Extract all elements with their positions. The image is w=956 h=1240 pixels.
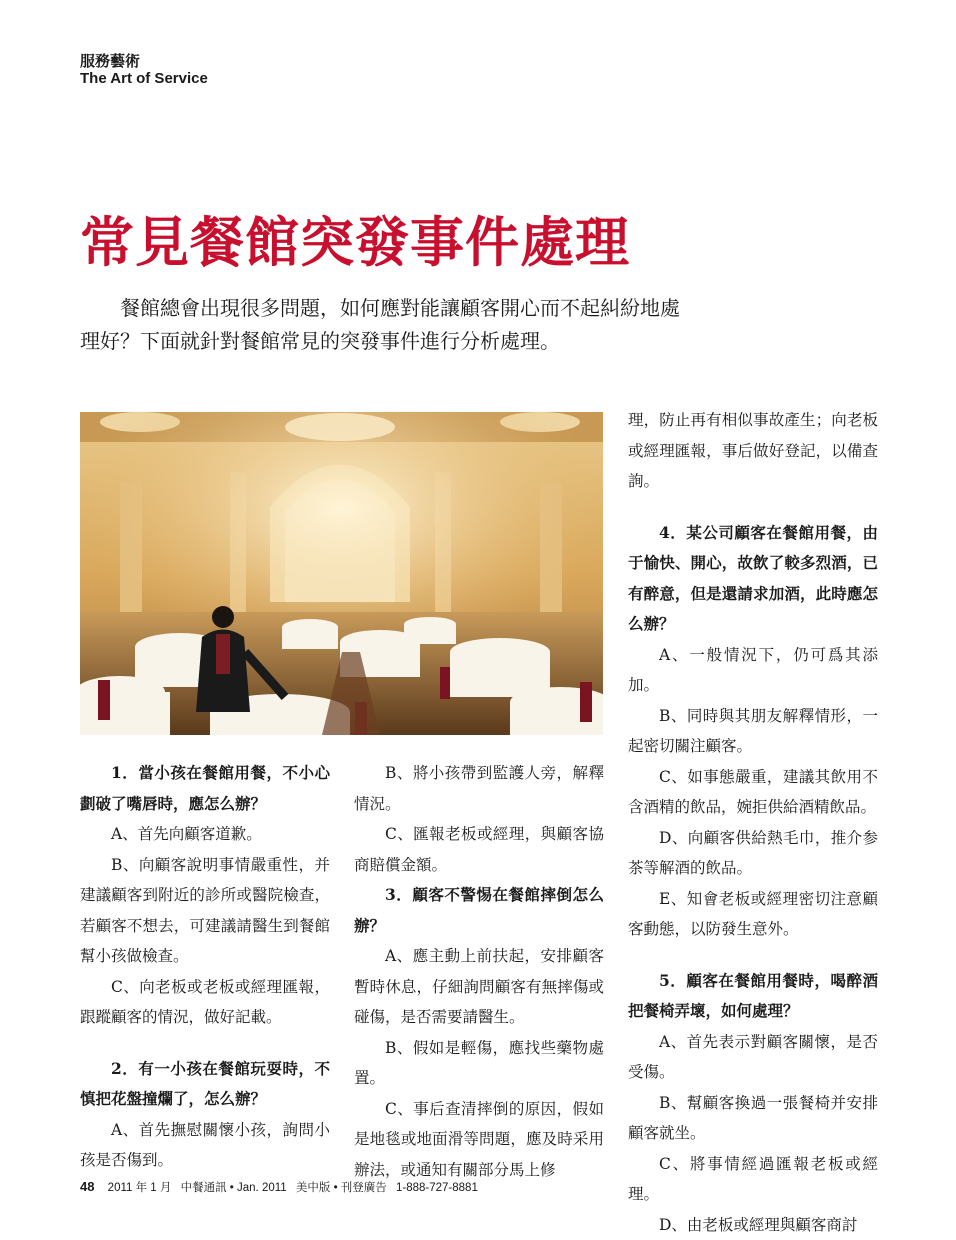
article-column-2 <box>354 758 604 1185</box>
answer-paragraph: E、知會老板或經理密切注意顧客動態，以防發生意外。 <box>628 884 878 945</box>
edition-label: 美中版 • 刊登廣告 <box>296 1182 387 1194</box>
answer-paragraph: C、將事情經過匯報老板或經理。 <box>628 1149 878 1210</box>
article-column-1 <box>80 758 330 1176</box>
phone-number: 1-888-727-8881 <box>396 1182 478 1194</box>
issue-date: 2011 年 1 月 <box>108 1182 172 1194</box>
section-title-english: The Art of Service <box>80 70 208 87</box>
section-title-chinese: 服務藝術 <box>80 50 140 71</box>
answer-paragraph: A、一般情況下，仍可爲其添加。 <box>628 640 878 701</box>
answer-paragraph: 理，防止再有相似事故產生；向老板或經理匯報，事后做好登記，以備查詢。 <box>628 405 878 497</box>
article-column-3 <box>628 405 878 1240</box>
answer-paragraph: C、匯報老板或經理，與顧客協商賠償金額。 <box>354 819 604 880</box>
question-heading: 3．顧客不警惕在餐館摔倒怎么辦？ <box>354 880 604 941</box>
answer-paragraph: D、向顧客供給熱毛巾，推介参茶等解酒的飲品。 <box>628 823 878 884</box>
banquet-hall-photo <box>80 412 603 735</box>
answer-paragraph: A、首先撫慰關懷小孩，詢問小孩是否傷到。 <box>80 1115 330 1176</box>
article-intro <box>80 292 680 358</box>
answer-paragraph: A、首先表示對顧客關懷，是否受傷。 <box>628 1027 878 1088</box>
answer-paragraph: B、假如是輕傷，應找些藥物處置。 <box>354 1033 604 1094</box>
answer-paragraph: B、向顧客說明事情嚴重性，并建議顧客到附近的診所或醫院檢查，若顧客不想去，可建議請醫生到餐館幫小孩做檢查。 <box>80 850 330 972</box>
question-heading: 5．顧客在餐館用餐時，喝醉酒把餐椅弄壞，如何處理？ <box>628 966 878 1027</box>
question-heading: 1．當小孩在餐館用餐，不小心劃破了嘴唇時，應怎么辦？ <box>80 758 330 819</box>
answer-paragraph: D、由老板或經理與顧客商討 <box>628 1210 878 1240</box>
question-heading: 4．某公司顧客在餐館用餐，由于愉快、開心，故飲了較多烈酒，已有醉意，但是還請求加酒，此時應怎么辦？ <box>628 518 878 640</box>
answer-paragraph: B、同時與其朋友解釋情形，一起密切關注顧客。 <box>628 701 878 762</box>
answer-paragraph: A、應主動上前扶起，安排顧客暫時休息，仔細詢問顧客有無摔傷或碰傷，是否需要請醫生。 <box>354 941 604 1033</box>
answer-paragraph: C、如事態嚴重，建議其飲用不含酒精的飲品，婉拒供給酒精飲品。 <box>628 762 878 823</box>
page-number: 48 <box>80 1179 94 1194</box>
page-footer <box>80 1179 484 1195</box>
answer-paragraph: A、首先向顧客道歉。 <box>80 819 330 850</box>
answer-paragraph: C、向老板或老板或經理匯報，跟蹤顧客的情況，做好記載。 <box>80 972 330 1033</box>
magazine-name: 中餐通訊 • Jan. 2011 <box>181 1182 287 1194</box>
intro-paragraph: 餐館總會出現很多問題，如何應對能讓顧客開心而不起糾紛地處理好？下面就針對餐館常見的突發事件進行分析處理。 <box>80 292 680 358</box>
question-heading: 2．有一小孩在餐館玩耍時，不慎把花盤撞爛了，怎么辦？ <box>80 1054 330 1115</box>
answer-paragraph: B、幫顧客換過一張餐椅并安排顧客就坐。 <box>628 1088 878 1149</box>
answer-paragraph: C、事后查清摔倒的原因，假如是地毯或地面滑等問題，應及時采用辦法，或通知有關部分馬上修 <box>354 1094 604 1186</box>
article-title: 常見餐館突發事件處理 <box>80 200 630 277</box>
answer-paragraph: B、將小孩帶到監護人旁，解釋情況。 <box>354 758 604 819</box>
